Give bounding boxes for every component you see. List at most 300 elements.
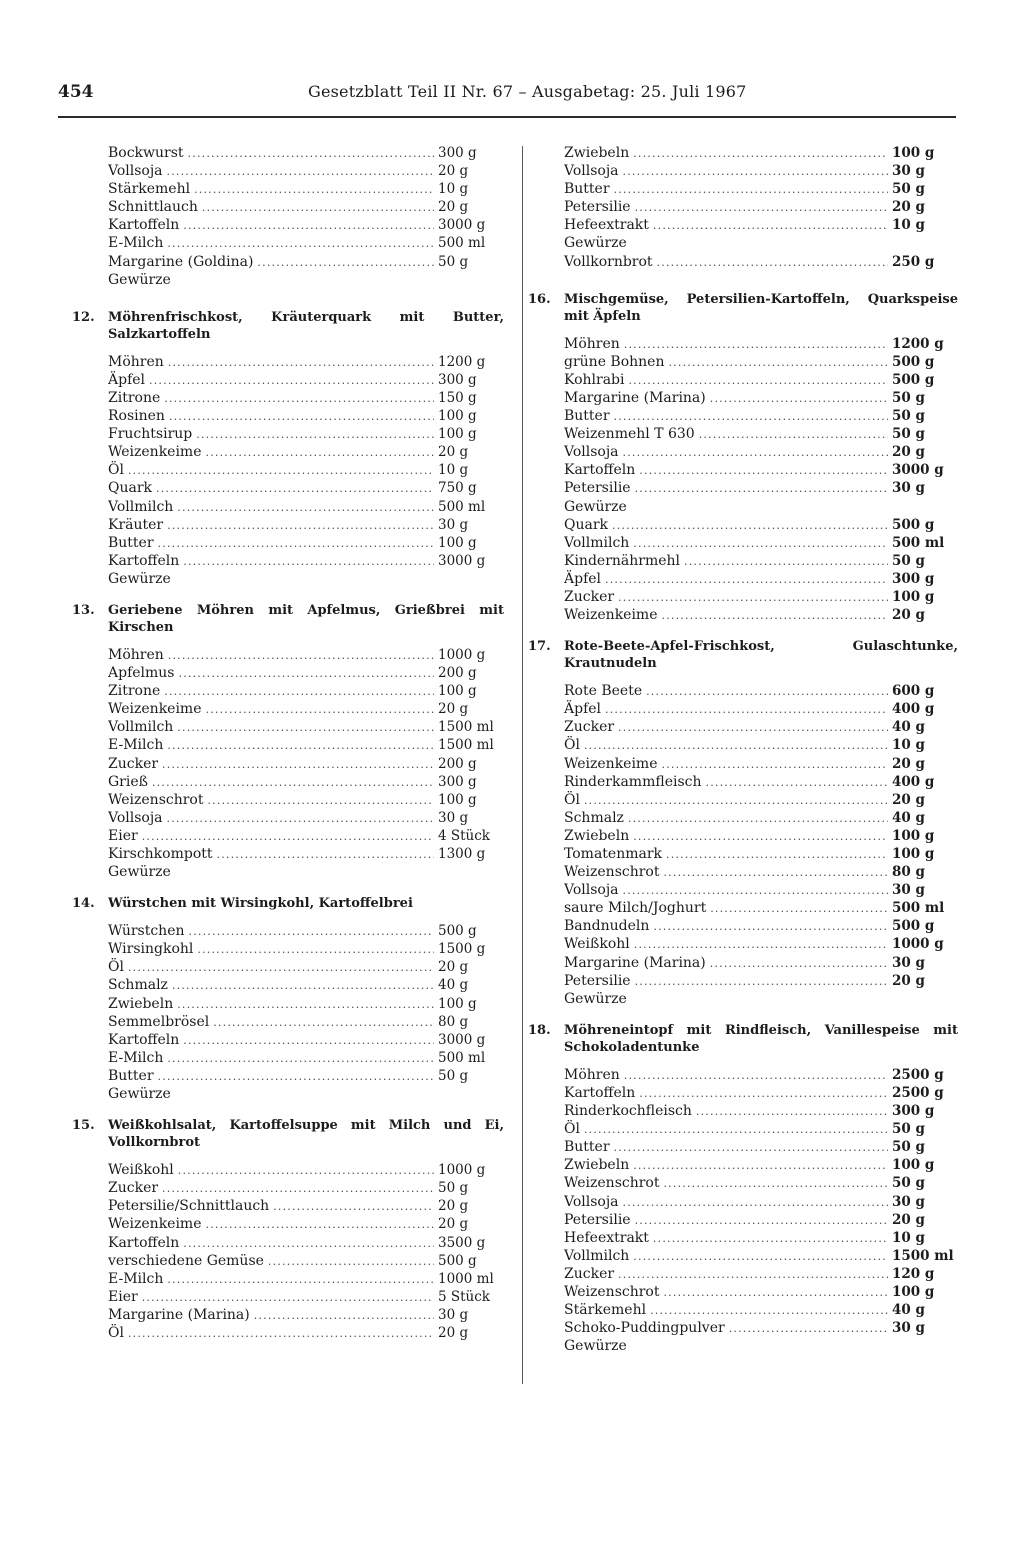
dot-leader xyxy=(164,683,434,700)
ingredient-name: Möhren xyxy=(564,335,620,352)
ingredient-name: Kartoffeln xyxy=(108,217,180,234)
ingredient-list xyxy=(564,335,958,625)
ingredient-name: Schnittlauch xyxy=(108,199,198,216)
dot-leader xyxy=(254,1307,434,1324)
dot-leader xyxy=(614,181,888,198)
ingredient-amount: 750 g xyxy=(438,480,477,497)
recipe-continuation xyxy=(528,144,958,271)
ingredient-name: Schmalz xyxy=(108,977,168,994)
dot-leader xyxy=(657,254,888,271)
ingredient-name: Öl xyxy=(108,1324,124,1341)
ingredient-list xyxy=(108,353,504,588)
ingredient-amount: 40 g xyxy=(892,719,925,736)
ingredient-name: Weißkohl xyxy=(564,936,630,953)
ingredient-row xyxy=(108,425,504,443)
ingredient-name: Zucker xyxy=(108,755,159,772)
ingredient-list xyxy=(564,682,958,1008)
recipe-heading xyxy=(72,309,504,343)
ingredient-row xyxy=(564,198,958,216)
ingredient-name: Vollmilch xyxy=(564,1247,630,1264)
ingredient-name: Butter xyxy=(564,408,610,425)
ingredient-row xyxy=(108,1179,504,1197)
ingredient-name: Butter xyxy=(564,181,610,198)
recipe-number: 14. xyxy=(72,896,95,912)
ingredient-name: Margarine (Marina) xyxy=(564,389,706,406)
page-number: 454 xyxy=(58,82,94,102)
ingredient-amount: 3500 g xyxy=(438,1234,486,1251)
ingredient-row xyxy=(108,516,504,534)
recipe-number: 16. xyxy=(528,291,551,307)
recipe-number: 17. xyxy=(528,639,551,655)
ingredient-name: Kartoffeln xyxy=(108,552,180,569)
dot-leader xyxy=(635,480,888,497)
ingredient-amount: 1000 g xyxy=(892,936,944,953)
ingredient-row xyxy=(108,1031,504,1049)
ingredient-amount: 500 ml xyxy=(892,900,945,917)
ingredient-row xyxy=(108,755,504,773)
ingredient-name: Äpfel xyxy=(564,701,602,718)
ingredient-name: Margarine (Marina) xyxy=(108,1306,250,1323)
ingredient-amount: 30 g xyxy=(892,882,925,899)
ingredient-amount: 100 g xyxy=(892,1283,935,1300)
dot-leader xyxy=(696,1103,888,1120)
ingredient-name: Weißkohl xyxy=(108,1162,174,1179)
ingredient-name: Tomatenmark xyxy=(564,846,663,862)
ingredient-row xyxy=(108,1270,504,1288)
ingredient-amount: 50 g xyxy=(438,253,469,270)
ingredient-row xyxy=(564,216,958,234)
ingredient-amount: 500 g xyxy=(892,516,935,533)
ingredient-row xyxy=(108,845,504,863)
dot-leader xyxy=(710,390,888,407)
ingredient-name: Eier xyxy=(108,827,138,844)
dot-leader xyxy=(183,217,434,234)
dot-leader xyxy=(213,1014,434,1031)
dot-leader xyxy=(162,1180,434,1197)
dot-leader xyxy=(633,1248,888,1265)
recipe-section xyxy=(72,895,504,1103)
ingredient-row xyxy=(108,479,504,497)
ingredient-row xyxy=(108,552,504,570)
ingredient-row xyxy=(564,498,958,516)
ingredient-amount: 5 Stück xyxy=(438,1288,490,1305)
ingredient-amount: 100 g xyxy=(892,145,935,161)
ingredient-amount: 2500 g xyxy=(892,1084,944,1101)
ingredient-row xyxy=(564,1084,958,1102)
recipe-heading xyxy=(528,291,958,325)
ingredient-name: Weizenkeime xyxy=(108,444,202,461)
ingredient-amount: 1200 g xyxy=(438,353,486,370)
ingredient-row xyxy=(564,443,958,461)
ingredient-amount: 400 g xyxy=(892,773,935,790)
ingredient-name: Vollmilch xyxy=(564,534,630,551)
ingredient-row xyxy=(108,1234,504,1252)
ingredient-name: Margarine (Marina) xyxy=(564,954,706,971)
dot-leader xyxy=(633,1157,888,1174)
dot-leader xyxy=(156,480,434,497)
ingredient-amount: 50 g xyxy=(438,1180,469,1197)
dot-leader xyxy=(273,1198,434,1215)
ingredient-row xyxy=(108,827,504,845)
ingredient-amount: 30 g xyxy=(892,954,925,971)
ingredient-amount: 600 g xyxy=(892,683,935,700)
dot-leader xyxy=(710,955,888,972)
ingredient-row xyxy=(564,1229,958,1247)
dot-leader xyxy=(623,163,888,180)
ingredient-name: Petersilie xyxy=(564,972,631,989)
dot-leader xyxy=(634,936,888,953)
ingredient-name: Würstchen xyxy=(108,923,185,940)
dot-leader xyxy=(635,199,888,216)
ingredient-name: Vollmilch xyxy=(108,498,174,515)
ingredient-row xyxy=(108,162,504,180)
right-column xyxy=(528,144,958,1369)
ingredient-row xyxy=(108,1324,504,1342)
ingredient-list xyxy=(108,922,504,1103)
ingredient-row xyxy=(108,958,504,976)
dot-leader xyxy=(706,774,889,791)
ingredient-row xyxy=(108,1085,504,1103)
ingredient-name: E-Milch xyxy=(108,235,164,252)
ingredient-amount: 300 g xyxy=(892,570,935,587)
dot-leader xyxy=(158,1068,434,1085)
ingredient-name: Margarine (Goldina) xyxy=(108,253,254,270)
ingredient-amount: 100 g xyxy=(438,995,477,1012)
ingredient-amount: 20 g xyxy=(438,163,469,180)
ingredient-row xyxy=(564,1301,958,1319)
ingredient-amount: 40 g xyxy=(438,977,469,994)
ingredient-row xyxy=(564,917,958,935)
dot-leader xyxy=(206,444,435,461)
recipe-section xyxy=(528,1022,958,1356)
recipe-section xyxy=(528,638,958,1008)
ingredient-row xyxy=(108,791,504,809)
ingredient-name: Petersilie/Schnittlauch xyxy=(108,1198,270,1215)
ingredient-amount: 30 g xyxy=(892,163,925,180)
ingredient-row xyxy=(564,407,958,425)
ingredient-amount: 300 g xyxy=(438,773,477,790)
ingredient-amount: 500 g xyxy=(892,918,935,935)
ingredient-row xyxy=(108,271,504,289)
dot-leader xyxy=(618,719,888,736)
ingredient-row xyxy=(108,1288,504,1306)
ingredient-row xyxy=(564,353,958,371)
dot-leader xyxy=(666,846,888,863)
ingredient-row xyxy=(108,353,504,371)
ingredient-name: Kräuter xyxy=(108,516,164,533)
ingredient-name: Schmalz xyxy=(564,809,624,826)
ingredient-row xyxy=(108,922,504,940)
ingredient-amount: 1500 ml xyxy=(438,737,494,754)
dot-leader xyxy=(206,1216,435,1233)
dot-leader xyxy=(167,235,434,252)
ingredient-row xyxy=(108,940,504,958)
dot-leader xyxy=(628,372,888,389)
ingredient-row xyxy=(564,682,958,700)
ingredient-row xyxy=(108,664,504,682)
dot-leader xyxy=(194,181,434,198)
ingredient-row xyxy=(108,216,504,234)
ingredient-row xyxy=(564,1066,958,1084)
ingredient-name: Gewürze xyxy=(108,570,171,587)
recipe-section xyxy=(72,1117,504,1342)
ingredient-name: Stärkemehl xyxy=(108,181,191,198)
ingredient-name: Weizenkeime xyxy=(108,701,202,718)
ingredient-row xyxy=(564,827,958,845)
ingredient-name: Zwiebeln xyxy=(108,995,174,1012)
dot-leader xyxy=(623,444,888,461)
recipe-number: 18. xyxy=(528,1022,551,1038)
dot-leader xyxy=(179,665,435,682)
ingredient-row xyxy=(564,588,958,606)
ingredient-amount: 1200 g xyxy=(892,335,944,352)
ingredient-amount: 200 g xyxy=(438,665,477,682)
ingredient-name: Butter xyxy=(564,1139,610,1156)
ingredient-row xyxy=(564,516,958,534)
dot-leader xyxy=(650,1302,888,1319)
ingredient-row xyxy=(564,809,958,827)
ingredient-name: E-Milch xyxy=(108,1270,164,1287)
dot-leader xyxy=(623,882,888,899)
ingredient-amount: 20 g xyxy=(892,199,925,216)
ingredient-name: Kindernährmehl xyxy=(564,552,681,569)
ingredient-amount: 100 g xyxy=(438,791,477,808)
ingredient-row xyxy=(108,1067,504,1085)
ingredient-name: Öl xyxy=(564,791,580,808)
dot-leader xyxy=(605,571,888,588)
ingredient-row xyxy=(564,972,958,990)
ingredient-amount: 1500 ml xyxy=(438,719,494,736)
dot-leader xyxy=(729,1320,888,1337)
dot-leader xyxy=(635,973,888,990)
ingredient-row xyxy=(108,1013,504,1031)
ingredient-row xyxy=(564,1174,958,1192)
dot-leader xyxy=(668,354,888,371)
recipe-heading xyxy=(528,638,958,672)
ingredient-row xyxy=(564,162,958,180)
dot-leader xyxy=(699,426,888,443)
ingredient-row xyxy=(108,736,504,754)
ingredient-row xyxy=(108,570,504,588)
ingredient-row xyxy=(564,845,958,863)
ingredient-amount: 50 g xyxy=(892,426,925,443)
recipe-title: Mischgemüse, Petersilien-Kartoffeln, Quarkspeise mit Äpfeln xyxy=(564,291,958,324)
ingredient-name: Vollsoja xyxy=(108,809,163,826)
recipe-heading xyxy=(72,895,504,912)
dot-leader xyxy=(635,1212,888,1229)
ingredient-name: Vollsoja xyxy=(564,163,619,180)
dot-leader xyxy=(178,1162,434,1179)
ingredient-row xyxy=(108,198,504,216)
ingredient-row xyxy=(108,682,504,700)
ingredient-row xyxy=(108,809,504,827)
recipe-number: 15. xyxy=(72,1118,95,1134)
dot-leader xyxy=(128,1325,434,1342)
ingredient-amount: 500 ml xyxy=(892,534,945,551)
ingredient-name: Kartoffeln xyxy=(564,1084,636,1101)
ingredient-name: Petersilie xyxy=(564,480,631,497)
ingredient-row xyxy=(564,791,958,809)
ingredient-name: Möhren xyxy=(108,646,164,663)
ingredient-amount: 120 g xyxy=(892,1265,935,1282)
ingredient-name: Eier xyxy=(108,1288,138,1305)
ingredient-row xyxy=(564,552,958,570)
ingredient-name: Vollmilch xyxy=(108,719,174,736)
ingredient-amount: 20 g xyxy=(438,444,469,461)
ingredient-name: Weizenkeime xyxy=(564,607,658,624)
ingredient-row xyxy=(564,1120,958,1138)
ingredient-amount: 50 g xyxy=(892,408,925,425)
ingredient-amount: 1500 ml xyxy=(892,1247,954,1264)
dot-leader xyxy=(612,517,888,534)
ingredient-name: Vollsoja xyxy=(564,882,619,899)
ingredient-amount: 10 g xyxy=(892,737,925,754)
recipe-title: Würstchen mit Wirsingkohl, Kartoffelbrei xyxy=(108,896,413,912)
dot-leader xyxy=(196,426,434,443)
ingredient-name: Möhren xyxy=(564,1066,620,1083)
ingredient-row xyxy=(564,425,958,443)
ingredient-row xyxy=(108,461,504,479)
recipe-section xyxy=(528,291,958,625)
ingredient-amount: 10 g xyxy=(892,1229,925,1246)
ingredient-row xyxy=(564,990,958,1008)
dot-leader xyxy=(128,959,434,976)
ingredient-name: Öl xyxy=(108,959,124,976)
ingredient-row xyxy=(564,1337,958,1355)
ingredient-row xyxy=(108,144,504,162)
ingredient-list xyxy=(564,1066,958,1356)
ingredient-name: Öl xyxy=(564,737,580,754)
dot-leader xyxy=(188,145,434,162)
ingredient-name: Rinderkochfleisch xyxy=(564,1103,692,1120)
ingredient-name: E-Milch xyxy=(108,1049,164,1066)
dot-leader xyxy=(663,1175,888,1192)
recipe-heading xyxy=(528,1022,958,1056)
ingredient-row xyxy=(108,700,504,718)
ingredient-row xyxy=(564,144,958,162)
ingredient-row xyxy=(564,954,958,972)
ingredient-amount: 500 ml xyxy=(438,235,486,252)
ingredient-row xyxy=(108,1252,504,1270)
ingredient-name: Butter xyxy=(108,1067,154,1084)
ingredient-name: Weizenschrot xyxy=(564,864,660,881)
ingredient-amount: 100 g xyxy=(438,683,477,700)
ingredient-name: Weizenkeime xyxy=(564,755,658,772)
dot-leader xyxy=(168,354,434,371)
ingredient-name: Gewürze xyxy=(564,990,627,1007)
page-header xyxy=(58,80,956,118)
ingredient-name: Zwiebeln xyxy=(564,1157,630,1174)
ingredient-name: Gewürze xyxy=(108,271,171,288)
ingredient-amount: 20 g xyxy=(892,607,925,624)
ingredient-row xyxy=(108,180,504,198)
dot-leader xyxy=(684,553,888,570)
ingredient-amount: 100 g xyxy=(892,1157,935,1174)
ingredient-name: Zucker xyxy=(108,1180,159,1197)
dot-leader xyxy=(183,1235,434,1252)
ingredient-row xyxy=(564,570,958,588)
ingredient-row xyxy=(108,407,504,425)
dot-leader xyxy=(663,864,888,881)
ingredient-amount: 3000 g xyxy=(438,217,486,234)
ingredient-name: Weizenkeime xyxy=(108,1216,202,1233)
ingredient-row xyxy=(108,443,504,461)
dot-leader xyxy=(152,774,434,791)
ingredient-row xyxy=(564,1156,958,1174)
ingredient-amount: 30 g xyxy=(438,516,469,533)
ingredient-row xyxy=(108,1161,504,1179)
ingredient-name: Zitrone xyxy=(108,389,161,406)
ingredient-row xyxy=(108,1049,504,1067)
recipe-section xyxy=(72,602,504,881)
ingredient-row xyxy=(564,253,958,271)
ingredient-row xyxy=(564,1247,958,1265)
ingredient-amount: 30 g xyxy=(438,809,469,826)
ingredient-name: Gewürze xyxy=(108,1086,171,1103)
recipe-title: Geriebene Möhren mit Apfelmus, Grießbrei mit Kirschen xyxy=(108,602,504,635)
dot-leader xyxy=(207,792,434,809)
dot-leader xyxy=(605,701,888,718)
dot-leader xyxy=(618,1266,888,1283)
dot-leader xyxy=(584,1121,888,1138)
ingredient-name: Fruchtsirup xyxy=(108,426,193,443)
dot-leader xyxy=(206,701,435,718)
ingredient-row xyxy=(108,1197,504,1215)
ingredient-amount: 20 g xyxy=(892,791,925,808)
ingredient-row xyxy=(564,773,958,791)
ingredient-row xyxy=(108,1306,504,1324)
dot-leader xyxy=(167,1050,434,1067)
ingredient-amount: 80 g xyxy=(892,864,925,881)
dot-leader xyxy=(177,996,434,1013)
recipe-heading xyxy=(72,602,504,636)
ingredient-row xyxy=(108,646,504,664)
ingredient-row xyxy=(564,371,958,389)
ingredient-row xyxy=(564,335,958,353)
ingredient-amount: 500 g xyxy=(438,1252,477,1269)
ingredient-name: Weizenschrot xyxy=(108,791,204,808)
ingredient-row xyxy=(108,976,504,994)
ingredient-name: Kartoffeln xyxy=(108,1031,180,1048)
ingredient-name: Butter xyxy=(108,534,154,551)
ingredient-row xyxy=(564,479,958,497)
ingredient-amount: 30 g xyxy=(892,1320,925,1337)
ingredient-row xyxy=(108,389,504,407)
ingredient-row xyxy=(108,234,504,252)
ingredient-row xyxy=(564,1265,958,1283)
ingredient-row xyxy=(564,1319,958,1337)
ingredient-amount: 20 g xyxy=(892,1211,925,1228)
dot-leader xyxy=(639,462,888,479)
recipe-title: Rote-Beete-Apfel-Frischkost, Gulaschtunke, Krautnudeln xyxy=(564,639,958,672)
dot-leader xyxy=(142,828,434,845)
ingredient-amount: 3000 g xyxy=(438,1031,486,1048)
ingredient-amount: 4 Stück xyxy=(438,827,490,844)
ingredient-amount: 400 g xyxy=(892,701,935,718)
dot-leader xyxy=(646,683,888,700)
ingredient-name: Äpfel xyxy=(108,371,146,388)
dot-leader xyxy=(172,977,434,994)
dot-leader xyxy=(169,408,434,425)
ingredient-amount: 300 g xyxy=(438,371,477,388)
ingredient-amount: 100 g xyxy=(438,408,477,425)
ingredient-amount: 100 g xyxy=(438,534,477,551)
ingredient-row xyxy=(564,1102,958,1120)
ingredient-row xyxy=(564,1283,958,1301)
dot-leader xyxy=(167,810,434,827)
ingredient-amount: 300 g xyxy=(892,1103,935,1120)
ingredient-row xyxy=(108,498,504,516)
